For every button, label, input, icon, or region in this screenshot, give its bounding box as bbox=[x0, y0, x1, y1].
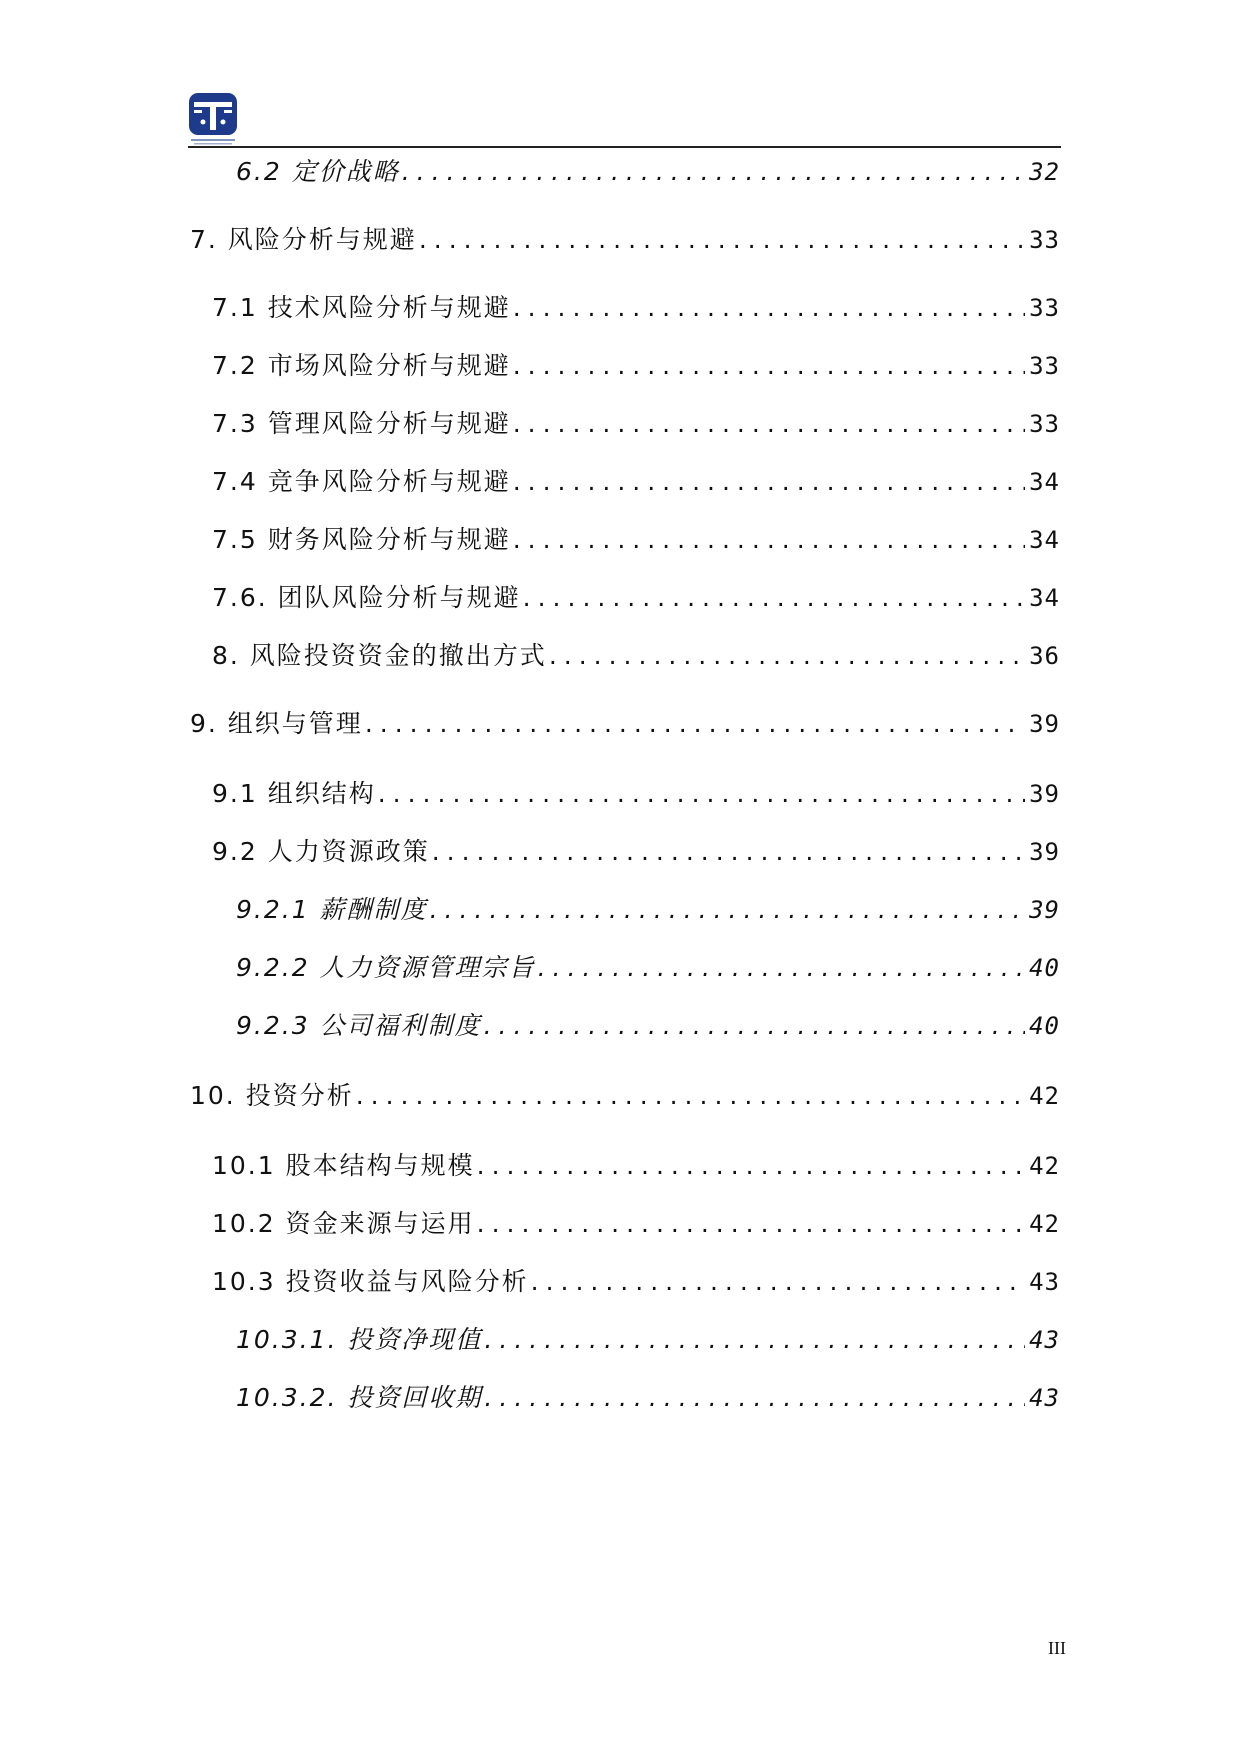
toc-entry[interactable] bbox=[212, 1192, 1060, 1236]
toc-entry-page: 40 bbox=[1029, 1012, 1060, 1038]
toc-entry[interactable] bbox=[212, 276, 1060, 320]
toc-entry-page: 39 bbox=[1029, 780, 1060, 806]
toc-entry-title: 10.1 股本结构与规模 bbox=[212, 1151, 475, 1178]
toc-entry-title: 10. 投资分析 bbox=[190, 1081, 354, 1108]
toc-entry-page: 32 bbox=[1029, 158, 1060, 184]
toc-entry[interactable] bbox=[212, 566, 1060, 610]
toc-dot-leader bbox=[484, 1013, 1026, 1038]
toc-entry-title: 10.3 投资收益与风险分析 bbox=[212, 1267, 529, 1294]
toc-entry-page: 43 bbox=[1029, 1326, 1060, 1352]
toc-entry-title: 7.3 管理风险分析与规避 bbox=[212, 409, 511, 436]
toc-entry-page: 34 bbox=[1029, 584, 1060, 610]
toc-dot-leader bbox=[430, 897, 1026, 922]
toc-dot-leader bbox=[378, 781, 1025, 806]
toc-entry[interactable] bbox=[212, 1134, 1060, 1178]
toc-dot-leader bbox=[419, 227, 1025, 252]
toc-dot-leader bbox=[484, 1385, 1025, 1410]
toc-entry-page: 33 bbox=[1029, 410, 1060, 436]
toc-entry-title: 10.2 资金来源与运用 bbox=[212, 1209, 475, 1236]
toc-dot-leader bbox=[402, 159, 1025, 184]
toc-entry-title: 10.3.1. 投资净现值 bbox=[236, 1325, 483, 1352]
toc-entry-page: 43 bbox=[1029, 1268, 1060, 1294]
toc-dot-leader bbox=[477, 1153, 1025, 1178]
toc-entry-page: 42 bbox=[1029, 1082, 1060, 1108]
toc-entry-title: 7. 风险分析与规避 bbox=[190, 225, 417, 252]
toc-entry[interactable] bbox=[212, 450, 1060, 494]
toc-entry[interactable] bbox=[212, 1250, 1060, 1294]
toc-dot-leader bbox=[356, 1083, 1025, 1108]
toc-entry[interactable] bbox=[190, 692, 1060, 736]
toc-entry-title: 7.2 市场风险分析与规避 bbox=[212, 351, 511, 378]
toc-entry-title: 9.2.3 公司福利制度 bbox=[236, 1011, 482, 1038]
toc-dot-leader bbox=[513, 295, 1025, 320]
toc-entry-page: 39 bbox=[1029, 838, 1060, 864]
toc-entry-title: 6.2 定价战略 bbox=[236, 157, 400, 184]
toc-dot-leader bbox=[484, 1327, 1025, 1352]
toc-entry-page: 40 bbox=[1029, 954, 1060, 980]
toc-entry-page: 34 bbox=[1029, 526, 1060, 552]
toc-dot-leader bbox=[513, 469, 1025, 494]
toc-entry-title: 9.2.2 人力资源管理宗旨 bbox=[236, 953, 536, 980]
toc-entry-page: 42 bbox=[1029, 1210, 1060, 1236]
toc-dot-leader bbox=[531, 1269, 1025, 1294]
toc-entry-title: 7.6. 团队风险分析与规避 bbox=[212, 583, 521, 610]
toc-entry-page: 36 bbox=[1029, 642, 1060, 668]
toc-entry[interactable] bbox=[190, 1064, 1060, 1108]
toc-dot-leader bbox=[513, 527, 1025, 552]
toc-entry-page: 42 bbox=[1029, 1152, 1060, 1178]
toc-entry-title: 9.2.1 薪酬制度 bbox=[236, 895, 428, 922]
toc-entry[interactable] bbox=[236, 1308, 1060, 1352]
toc-entry-page: 34 bbox=[1029, 468, 1060, 494]
toc-entry[interactable] bbox=[236, 1366, 1060, 1410]
toc-dot-leader bbox=[513, 353, 1025, 378]
toc-entry-page: 33 bbox=[1029, 352, 1060, 378]
toc-entry[interactable] bbox=[212, 334, 1060, 378]
toc-entry-page: 33 bbox=[1029, 294, 1060, 320]
toc-entry[interactable] bbox=[236, 878, 1060, 922]
toc-entry[interactable] bbox=[190, 208, 1060, 252]
toc-entry-page: 33 bbox=[1029, 226, 1060, 252]
toc-entry-page: 39 bbox=[1029, 896, 1060, 922]
toc-dot-leader bbox=[538, 955, 1026, 980]
toc-entry[interactable] bbox=[236, 936, 1060, 980]
toc-entry-title: 10.3.2. 投资回收期 bbox=[236, 1383, 483, 1410]
toc-entry[interactable] bbox=[236, 994, 1060, 1038]
toc-entry[interactable] bbox=[212, 508, 1060, 552]
toc-entry[interactable] bbox=[212, 762, 1060, 806]
toc-entry[interactable] bbox=[212, 392, 1060, 436]
toc-entry-title: 7.1 技术风险分析与规避 bbox=[212, 293, 511, 320]
toc-entry[interactable] bbox=[212, 624, 1060, 668]
toc-entry-page: 39 bbox=[1029, 710, 1060, 736]
toc-dot-leader bbox=[365, 711, 1025, 736]
toc-dot-leader bbox=[477, 1211, 1025, 1236]
toc-entry[interactable] bbox=[236, 140, 1060, 184]
toc-entry-title: 8. 风险投资资金的撤出方式 bbox=[212, 641, 547, 668]
toc-dot-leader bbox=[523, 585, 1025, 610]
toc-entry-title: 9.1 组织结构 bbox=[212, 779, 376, 806]
toc-entry-page: 43 bbox=[1029, 1384, 1060, 1410]
toc-dot-leader bbox=[549, 643, 1025, 668]
toc-entry-title: 7.4 竞争风险分析与规避 bbox=[212, 467, 511, 494]
toc-dot-leader bbox=[513, 411, 1025, 436]
toc-entry-title: 9. 组织与管理 bbox=[190, 709, 363, 736]
toc-entry-title: 7.5 财务风险分析与规避 bbox=[212, 525, 511, 552]
toc-entry-title: 9.2 人力资源政策 bbox=[212, 837, 430, 864]
toc-dot-leader bbox=[432, 839, 1025, 864]
toc-entry[interactable] bbox=[212, 820, 1060, 864]
page-number: III bbox=[1048, 1638, 1066, 1658]
